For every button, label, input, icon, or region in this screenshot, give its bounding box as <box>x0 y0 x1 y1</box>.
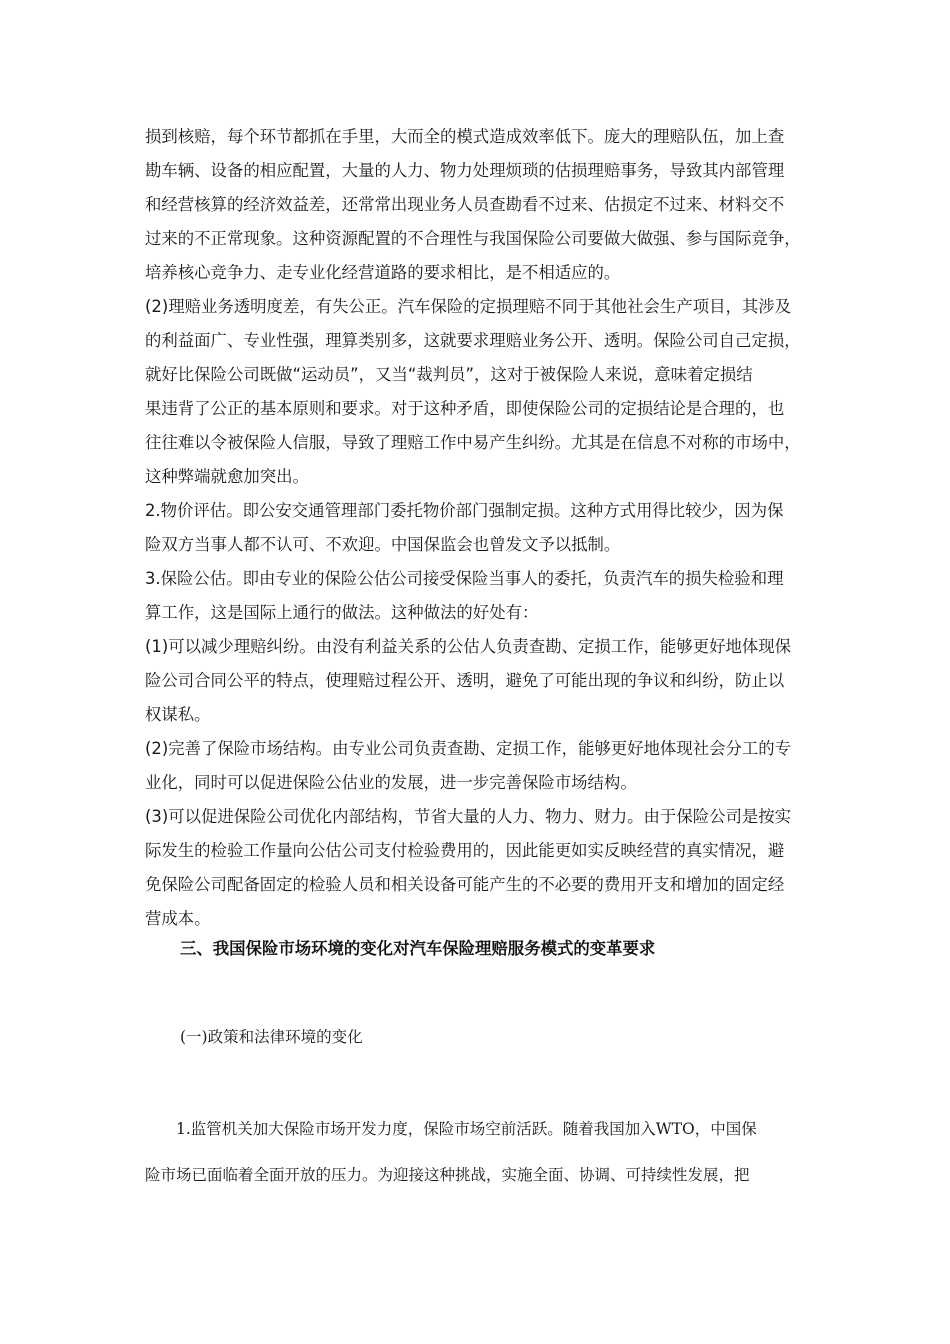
text-line: 权谋私。 <box>145 705 211 724</box>
text-line: 2.物价评估。即公安交通管理部门委托物价部门强制定损。这种方式用得比较少，因为保 <box>145 501 784 520</box>
text-line: 算工作，这是国际上通行的做法。这种做法的好处有： <box>145 603 539 622</box>
text-line: (2)完善了保险市场结构。由专业公司负责查勘、定损工作，能够更好地体现社会分工的专 <box>145 739 792 758</box>
text-line: 这种弊端就愈加突出。 <box>145 467 309 486</box>
text-line: 果违背了公正的基本原则和要求。对于这种矛盾，即使保险公司的定损结论是合理的，也 <box>145 399 785 418</box>
text-line: (1)可以减少理赔纠纷。由没有利益关系的公估人负责查勘、定损工作，能够更好地体现保 <box>145 637 792 656</box>
text-line: 过来的不正常现象。这种资源配置的不合理性与我国保险公司要做大做强、参与国际竞争， <box>145 229 801 248</box>
text-line: 就好比保险公司既做“运动员”，又当“裁判员”，这对于被保险人来说，意味着定损结 <box>145 365 753 384</box>
text-line: 损到核赔，每个环节都抓在手里，大而全的模式造成效率低下。庞大的理赔队伍，加上查 <box>145 127 785 146</box>
final-paragraph <box>145 1106 810 1198</box>
text-line: 际发生的检验工作量向公估公司支付检验费用的，因此能更如实反映经营的真实情况，避 <box>145 841 785 860</box>
text-line: 免保险公司配备固定的检验人员和相关设备可能产生的不必要的费用开支和增加的固定经 <box>145 875 785 894</box>
text-line: 勘车辆、设备的相应配置，大量的人力、物力处理烦琐的估损理赔事务，导致其内部管理 <box>145 161 785 180</box>
subsection-heading: (一)政策和法律环境的变化 <box>180 1028 363 1046</box>
text-line: 和经营核算的经济效益差，还常常出现业务人员查勘看不过来、估损定不过来、材料交不 <box>145 195 785 214</box>
text-line: 培养核心竞争力、走专业化经营道路的要求相比，是不相适应的。 <box>145 263 621 282</box>
text-line: 1.监管机关加大保险市场开发力度，保险市场空前活跃。随着我国加入WTO，中国保 <box>145 1120 757 1138</box>
text-line: 险公司合同公平的特点，使理赔过程公开、透明，避免了可能出现的争议和纠纷，防止以 <box>145 671 785 690</box>
text-line: 险双方当事人都不认可、不欢迎。中国保监会也曾发文予以抵制。 <box>145 535 621 554</box>
text-line: 营成本。 <box>145 909 211 928</box>
text-line: 3.保险公估。即由专业的保险公估公司接受保险当事人的委托，负责汽车的损失检验和理 <box>145 569 784 588</box>
text-line: 业化，同时可以促进保险公估业的发展，进一步完善保险市场结构。 <box>145 773 637 792</box>
text-line: 的利益面广、专业性强，理算类别多，这就要求理赔业务公开、透明。保险公司自己定损， <box>145 331 801 350</box>
text-line: 往往难以令被保险人信服，导致了理赔工作中易产生纠纷。尤其是在信息不对称的市场中， <box>145 433 801 452</box>
text-line: 险市场已面临着全面开放的压力。为迎接这种挑战，实施全面、协调、可持续性发展，把 <box>145 1166 750 1184</box>
text-line: (2)理赔业务透明度差，有失公正。汽车保险的定损理赔不同于其他社会生产项目，其涉及 <box>145 297 792 316</box>
section-heading: 三、我国保险市场环境的变化对汽车保险理赔服务模式的变革要求 <box>180 939 656 958</box>
text-line: (3)可以促进保险公司优化内部结构，节省大量的人力、物力、财力。由于保险公司是按实 <box>145 807 792 826</box>
body-text-block <box>145 120 810 936</box>
